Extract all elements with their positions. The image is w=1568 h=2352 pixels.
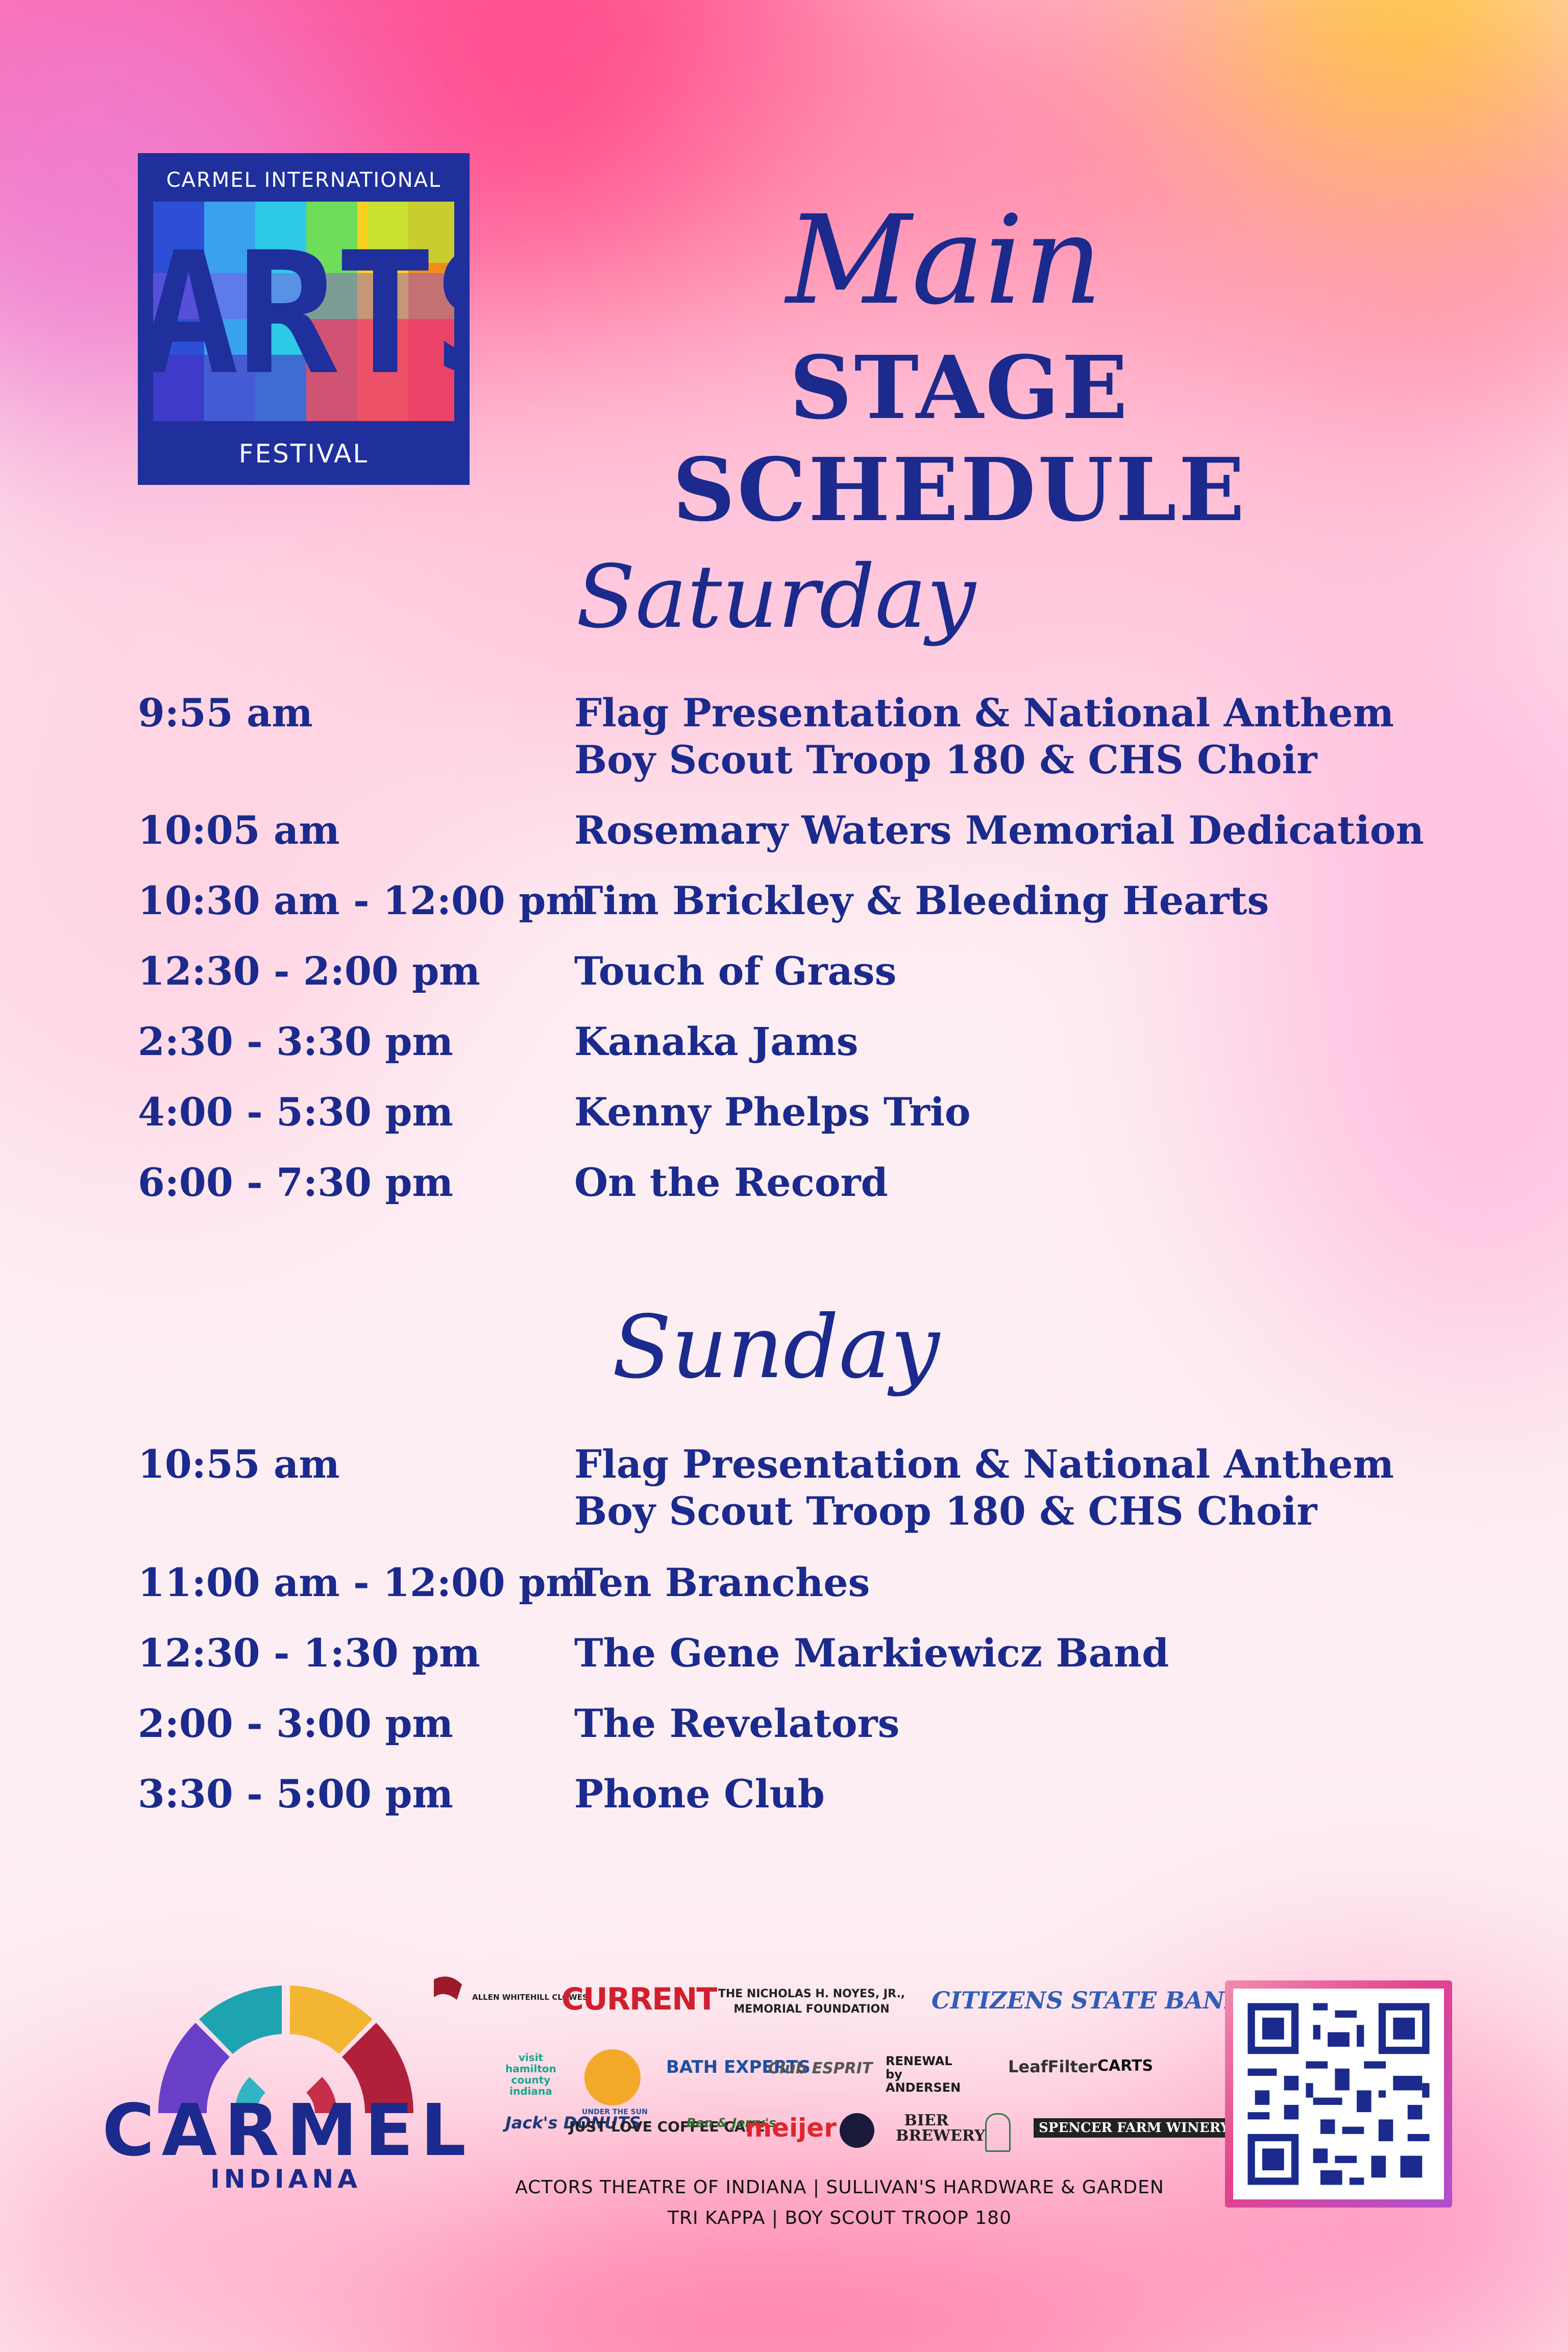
row-time: 4:00 - 5:30 pm	[138, 1088, 453, 1136]
sponsor-jacks: Jack's DONUTS	[505, 2113, 641, 2133]
qr-code-frame[interactable]	[1225, 1980, 1452, 2208]
row-time: 10:30 am - 12:00 pm	[138, 877, 587, 925]
festival-logo	[138, 153, 470, 485]
row-time: 2:00 - 3:00 pm	[138, 1700, 453, 1748]
carmel-wordmark: CARMEL	[102, 2093, 470, 2169]
sponsor-just-love: JUST LOVE COFFEE CAFE	[569, 2118, 765, 2135]
allen-ribbon-icon	[431, 1974, 467, 2005]
sponsor-meijer: meijer	[745, 2113, 837, 2143]
row-act: Boy Scout Troop 180 & CHS Choir	[574, 736, 1317, 784]
sponsor-current: CURRENT	[561, 1981, 716, 2017]
row-act: Boy Scout Troop 180 & CHS Choir	[574, 1487, 1317, 1535]
row-time: 12:30 - 1:30 pm	[138, 1629, 480, 1677]
row-time: 9:55 am	[138, 689, 313, 737]
row-act: Flag Presentation & National Anthem	[574, 1440, 1394, 1488]
saturday-heading: Saturday	[470, 546, 1082, 648]
row-act: The Gene Markiewicz Band	[574, 1629, 1169, 1677]
row-time: 6:00 - 7:30 pm	[138, 1159, 453, 1207]
row-act: Ten Branches	[574, 1559, 870, 1607]
qr-code-pattern	[1233, 1989, 1444, 2199]
sponsor-spencer: SPENCER FARM WINERY	[1034, 2118, 1235, 2138]
row-time: 10:55 am	[138, 1440, 340, 1488]
sponsor-text-line: TRI KAPPA | BOY SCOUT TROOP 180	[500, 2208, 1179, 2228]
row-time: 11:00 am - 12:00 pm	[138, 1559, 587, 1607]
row-act: Touch of Grass	[574, 947, 896, 995]
under-the-sun-icon	[584, 2049, 641, 2105]
row-time: 12:30 - 2:00 pm	[138, 947, 480, 995]
qr-code-icon[interactable]	[1233, 1989, 1444, 2199]
page-title: STAGE SCHEDULE	[531, 337, 1388, 541]
sponsor-arch-icon	[985, 2113, 1011, 2152]
row-act: Flag Presentation & National Anthem	[574, 689, 1394, 737]
festival-logo-top: CARMEL INTERNATIONAL	[138, 168, 470, 192]
row-act: The Revelators	[574, 1700, 899, 1748]
row-act: Kenny Phelps Trio	[574, 1088, 971, 1136]
festival-logo-bottom: FESTIVAL	[138, 439, 470, 469]
sponsor-noyes: THE NICHOLAS H. NOYES, JR., MEMORIAL FOUNDATION	[717, 1987, 906, 2017]
row-time: 10:05 am	[138, 806, 340, 854]
row-time: 2:30 - 3:30 pm	[138, 1018, 453, 1066]
carmel-subtitle: INDIANA	[102, 2164, 470, 2194]
sponsor-ben-jerry: Ben & Jerry's	[687, 2116, 776, 2130]
sponsor-bath: BATH EXPERTS	[666, 2057, 811, 2077]
sponsor-club-esprit: Club ESPRIT	[768, 2060, 872, 2077]
sponsor-under-the-sun: UNDER THE SUN	[582, 2108, 648, 2116]
sponsor-carts: CARTS	[1097, 2057, 1153, 2075]
title-script: Main	[715, 194, 1174, 327]
row-time: 3:30 - 5:00 pm	[138, 1770, 453, 1818]
row-act: On the Record	[574, 1159, 888, 1207]
sponsor-visit: visit hamilton county indiana	[503, 2052, 559, 2097]
sponsor-citizens: CITIZENS STATE BANK	[932, 1987, 1245, 2014]
sunday-heading: Sunday	[470, 1296, 1082, 1399]
sponsor-badge-icon	[840, 2113, 874, 2148]
row-act: Phone Club	[574, 1770, 825, 1818]
sponsor-renewal: RENEWAL by ANDERSEN	[886, 2054, 972, 2094]
festival-logo-main: ART	[138, 230, 470, 398]
sponsor-bier: BIER BREWERY	[896, 2113, 957, 2144]
row-act: Rosemary Waters Memorial Dedication	[574, 806, 1424, 854]
row-act: Kanaka Jams	[574, 1018, 859, 1066]
sponsor-allen	[472, 1993, 528, 2002]
row-act: Tim Brickley & Bleeding Hearts	[574, 877, 1269, 925]
sponsor-leaffilter: LeafFilter	[1008, 2057, 1097, 2076]
sponsor-text-line: ACTORS THEATRE OF INDIANA | SULLIVAN'S HARDWARE & GARDEN	[500, 2177, 1179, 2198]
